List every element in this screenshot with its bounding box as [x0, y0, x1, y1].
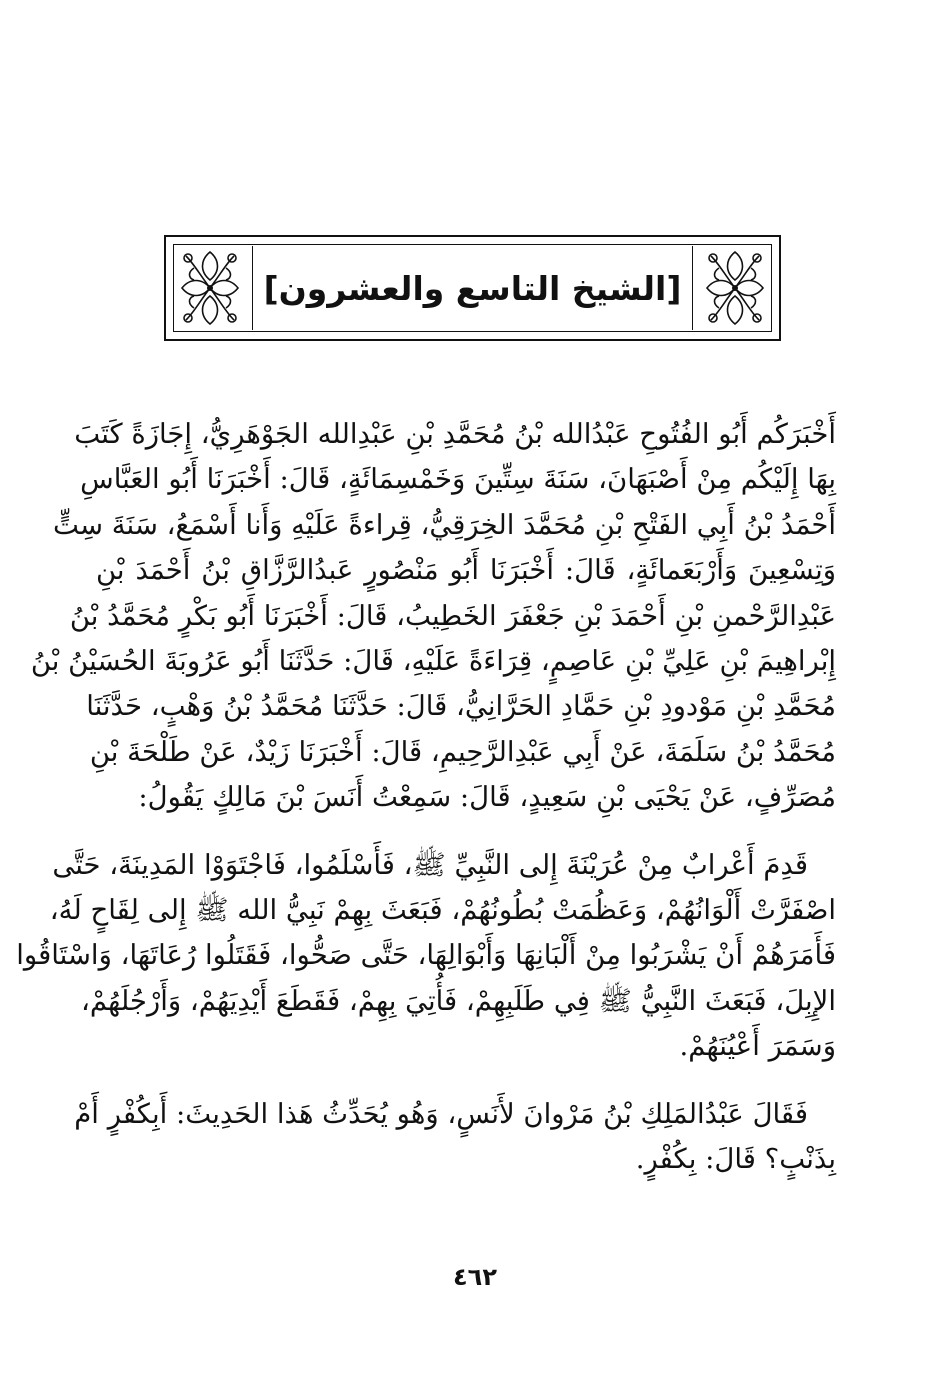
text-line: الإِبِلَ، فَبَعَثَ النَّبِيُّ ﷺ فِي طَلَبِهِمْ، فَأُتِيَ بِهِمْ، فَقَطَعَ أَيْدِيَهُمْ، وَأَرْجُلَهُمْ، — [80, 984, 836, 1017]
text-line: قَدِمَ أَعْرابٌ مِنْ عُرَيْنَةَ إِلى النَّبِيِّ ﷺ، فَأَسْلَمُوا، فَاجْتَوَوْا المَدِينَةَ، حَتَّى — [52, 848, 808, 881]
text-line: إِبْراهِيمَ بْنِ عَلِيِّ بْنِ عَاصِمٍ، قِرَاءَةً عَلَيْهِ، قَالَ: حَدَّثَنَا أَبُو عَرُوبَةَ الحُسَيْنُ بْنُ — [30, 645, 836, 678]
text-line: اصْفَرَّتْ أَلْوَانُهُمْ، وَعَظُمَتْ بُطُونُهُمْ، فَبَعَثَ بِهِمْ نَبِيُّ الله ﷺ إِلى لِقَاحٍ لَهُ، — [49, 894, 836, 927]
text-line: أَخْبَرَكُم أَبُو الفُتُوحِ عَبْدُالله بْنُ مُحَمَّدِ بْنِ عَبْدِالله الجَوْهَرِيُّ، إِجَازَةً كَتَبَ — [74, 418, 836, 450]
closing-paragraph — [74, 1092, 836, 1183]
text-line: بِهَا إِلَيْكُم مِنْ أَصْبَهَانَ، سَنَةَ سِتِّينَ وَخَمْسِمَائَةٍ، قَالَ: أَخْبَرَنَا أَبُو العَبَّاسِ — [80, 463, 836, 496]
text-line: أَحْمَدُ بْنُ أَبِي الفَتْحِ بْنِ مُحَمَّدَ الخِرَقِيُّ، قِراءةً عَلَيْهِ وَأَنا أَسْمَعُ، سَنَةَ سِتٍّ — [53, 508, 836, 541]
paragraph-spacer — [96, 1070, 836, 1092]
isnad-paragraph — [30, 412, 836, 821]
text-line: عَبْدِالرَّحْمنِ بْنِ أَحْمَدَ بْنِ جَعْفَرَ الخَطِيبُ، قَالَ: أَخْبَرَنَا أَبُو بَكْرٍ مُحَمَّدُ بْنُ — [69, 599, 836, 632]
text-line: وَتِسْعِينَ وَأَرْبَعَمائَةٍ، قَالَ: أَخْبَرَنَا أَبُو مَنْصُورٍ عَبدُالرَّزَّاقِ بْنُ أَحْمَدَ بْنِ — [96, 554, 836, 587]
text-line: فَأَمَرَهُمْ أَنْ يَشْرَبُوا مِنْ أَلْبَانِهَا وَأَبْوَالِهَا، حَتَّى صَحُّوا، فَقَتَلُوا رُعَاتَهَا، وَاسْتَاقُوا — [16, 939, 836, 972]
text-line: مُحَمَّدِ بْنِ مَوْدودِ بْنِ حَمَّادِ الحَرَّانِيُّ، قَالَ: حَدَّثَنَا مُحَمَّدُ بْنُ وَهْبٍ، حَدَّثَنَا — [86, 690, 836, 723]
matn-paragraph — [16, 843, 836, 1070]
text-line: وَسَمَرَ أَعْيُنَهُمْ. — [679, 1030, 836, 1063]
text-line: فَقَالَ عَبْدُالمَلِكِ بْنُ مَرْوانَ لأَنَسٍ، وَهُو يُحَدِّثُ هَذا الحَدِيثَ: أَبِكُفْرٍ أَمْ — [74, 1097, 808, 1130]
text-line: بِذَنْبٍ؟ قَالَ: بِكُفْرٍ. — [635, 1143, 836, 1176]
paragraph-spacer — [96, 821, 836, 843]
chapter-title: [الشيخ التاسع والعشرون] — [263, 268, 682, 308]
page-number: ٤٦٢ — [453, 1263, 497, 1291]
floral-ornament-icon — [176, 246, 244, 330]
text-line: مُحَمَّدُ بْنُ سَلَمَةَ، عَنْ أَبِي عَبْدِالرَّحِيمِ، قَالَ: أَخْبَرَنَا زَيْدٌ، عَنْ طَلْحَةَ بْنِ — [89, 735, 836, 768]
floral-ornament-icon — [701, 246, 769, 330]
chapter-title-box — [252, 246, 693, 330]
body-text — [16, 412, 836, 1183]
text-line: مُصَرِّفٍ، عَنْ يَحْيَى بْنِ سَعِيدٍ، قَالَ: سَمِعْتُ أَنَسَ بْنَ مَالِكٍ يَقُولُ: — [138, 781, 836, 814]
chapter-title-frame — [164, 235, 781, 341]
